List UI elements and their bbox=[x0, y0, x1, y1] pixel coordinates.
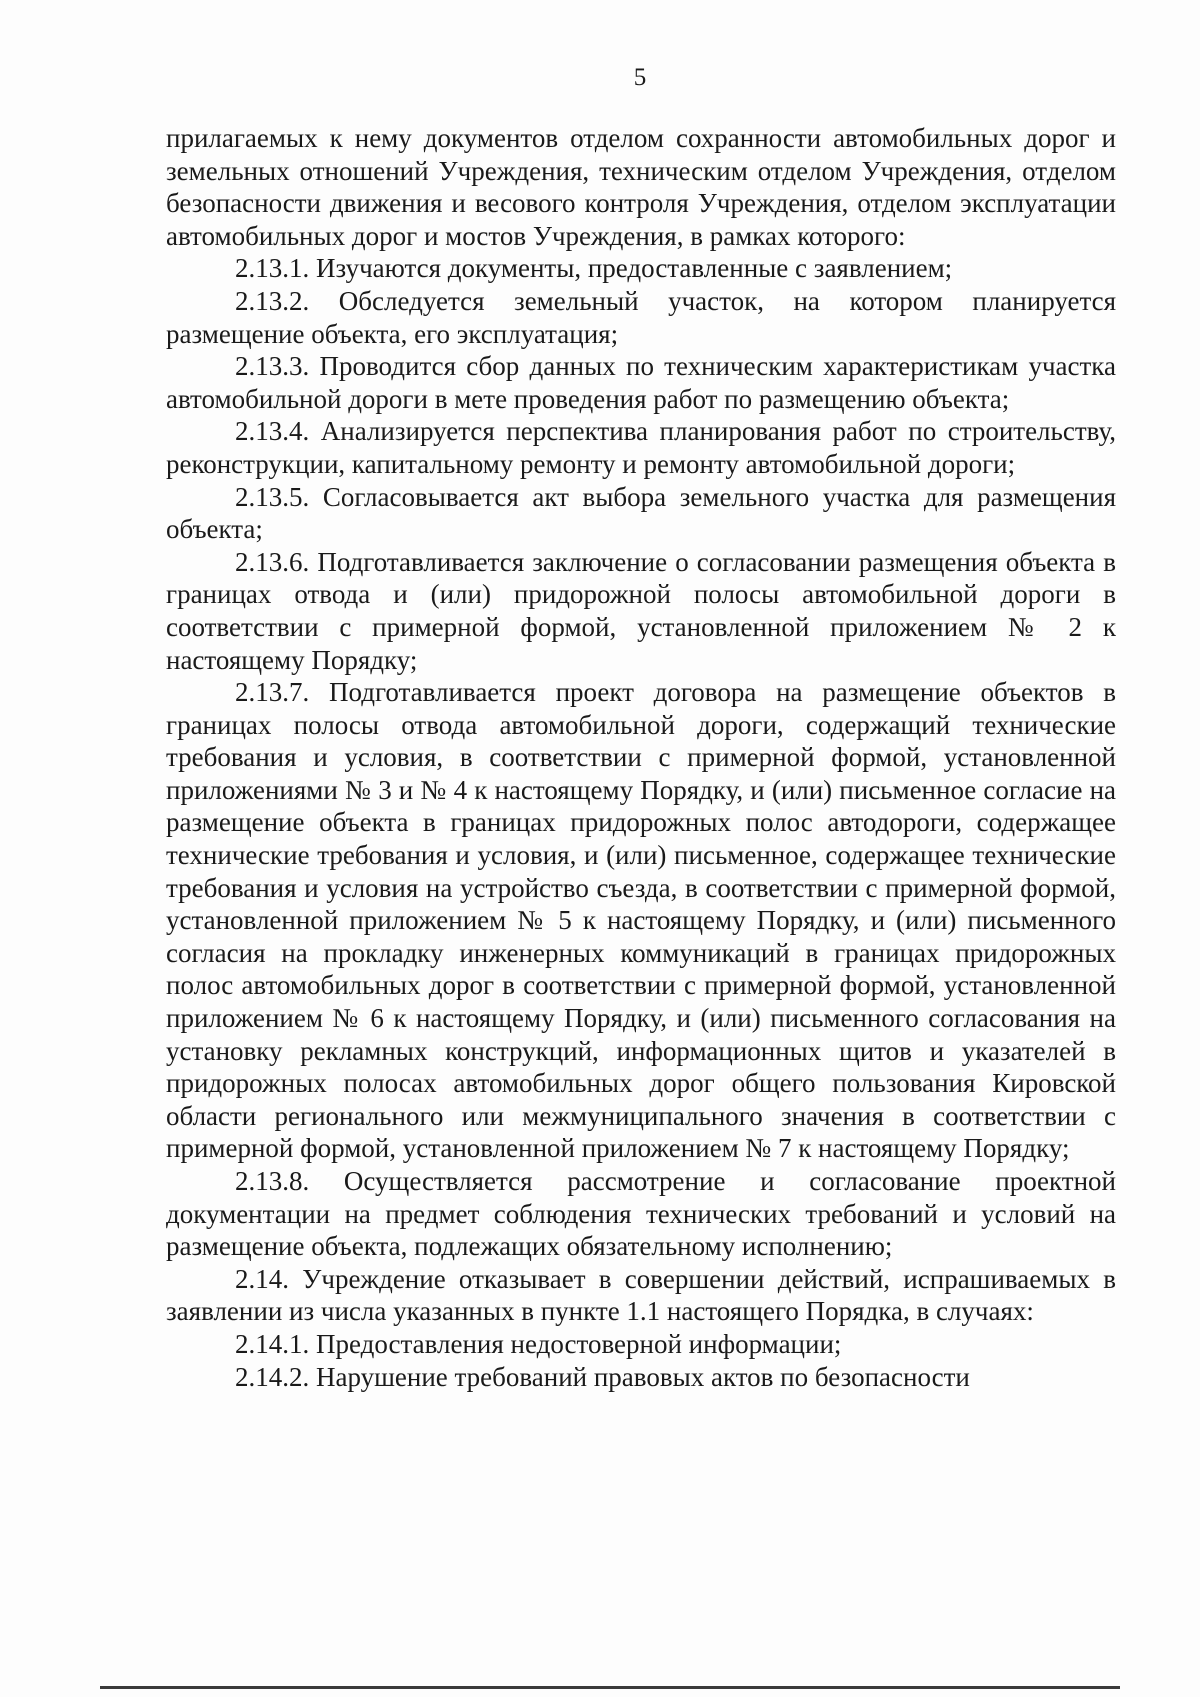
clause-2-13-2: 2.13.2. Обследуется земельный участок, на котором планируется размещение объекта, его эксплуатация; bbox=[166, 285, 1116, 349]
clause-2-13-1: 2.13.1. Изучаются документы, предоставленные с заявлением; bbox=[235, 253, 953, 284]
clause-2-14-2: 2.14.2. Нарушение требований правовых актов по безопасности bbox=[235, 1361, 970, 1392]
clause-2-14: 2.14. Учреждение отказывает в совершении действий, испрашиваемых в заявлении из числа указанных в пункте 1.1 настоящего Порядка, в случаях: bbox=[166, 1263, 1116, 1327]
clause-2-13-4: 2.13.4. Анализируется перспектива планирования работ по строительству, реконструкции, капитальному ремонту и ремонту автомобильной дороги; bbox=[166, 416, 1116, 479]
clause-2-14-1: 2.14.1. Предоставления недостоверной информации; bbox=[235, 1328, 842, 1359]
clause-2-13-3: 2.13.3. Проводится сбор данных по техническим характеристикам участка автомобильной дороги в мете проведения работ по размещению объекта; bbox=[166, 351, 1116, 414]
clause-2-13-5: 2.13.5. Согласовывается акт выбора земельного участка для размещения объекта; bbox=[166, 481, 1116, 545]
scan-bottom-edge bbox=[100, 1686, 1120, 1689]
clause-2-13-6: 2.13.6. Подготавливается заключение о согласовании размещения объекта в границах отвода и (или) придорожной полосы автомобильной дороги в соответствии с примерной формой, установленной приложением № 2 к настоящему Порядку; bbox=[166, 546, 1116, 675]
document-body bbox=[166, 122, 1116, 1393]
page-number: 5 bbox=[633, 64, 647, 91]
paragraph-continuation: прилагаемых к нему документов отделом сохранности автомобильных дорог и земельных отношений Учреждения, техническим отделом Учреждения, отделом безопасности движения и весового контроля Учреждения, отделом эксплуатации автомобильных дорог и мостов Учреждения, в рамках которого: bbox=[166, 123, 1116, 251]
clause-2-13-8: 2.13.8. Осуществляется рассмотрение и согласование проектной документации на предмет соблюдения технических требований и условий на размещение объекта, подлежащих обязательному исполнению; bbox=[166, 1166, 1116, 1262]
clause-2-13-7: 2.13.7. Подготавливается проект договора на размещение объектов в границах полосы отвода автомобильной дороги, содержащий технические требования и условия, в соответствии с примерной формой, установленной приложениями № 3 и № 4 к настоящему Порядку, и (или) письменное согласие на размещение объекта в границах придорожных полос автодороги, содержащее технические требования и условия, и (или) письменное, содержащее технические требования и условия на устройство съезда, в соответствии с примерной формой, установленной приложением № 5 к настоящему Порядку, и (или) письменного согласия на прокладку инженерных коммуникаций в границах придорожных полос автомобильных дорог в соответствии с примерной формой, установленной приложением № 6 к настоящему Порядку, и (или) письменного согласования на установку рекламных конструкций, информационных щитов и указателей в придорожных полосах автомобильных дорог общего пользования Кировской области регионального или межмуниципального значения в соответствии с примерной формой, установленной приложением № 7 к настоящему Порядку; bbox=[166, 677, 1116, 1164]
